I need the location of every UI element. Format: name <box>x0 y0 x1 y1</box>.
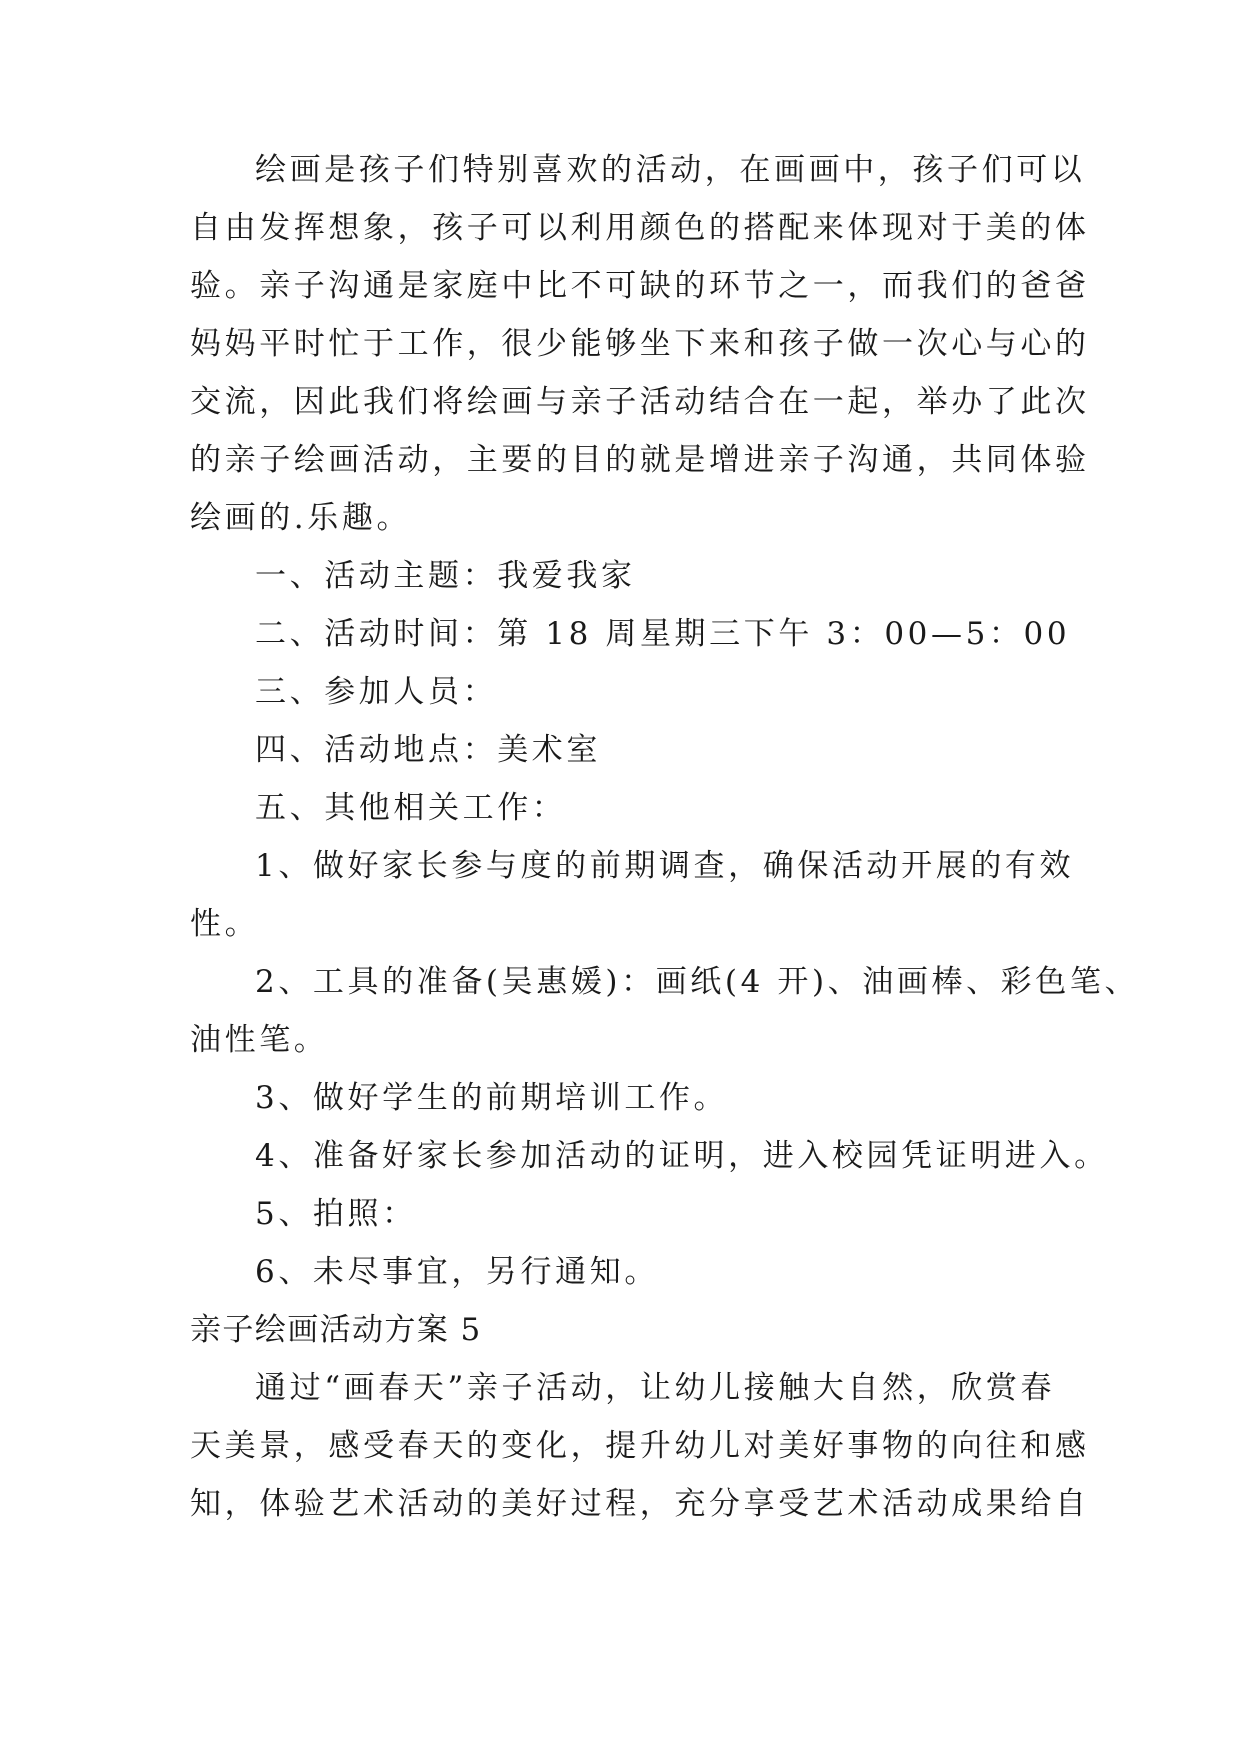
task-item-6: 6、未尽事宜，另行通知。 <box>255 1254 659 1290</box>
participants-item: 三、参加人员： <box>255 674 498 710</box>
task-item-3: 3、做好学生的前期培训工作。 <box>255 1080 729 1116</box>
activity-location-item: 四、活动地点：美术室 <box>255 732 601 768</box>
task-item-2-continued: 油性笔。 <box>190 1022 329 1058</box>
paragraph-spring-line: 天美景，感受春天的变化，提升幼儿对美好事物的向往和感 <box>190 1428 1090 1464</box>
section-heading: 亲子绘画活动方案 5 <box>190 1312 482 1348</box>
task-item-1-continued: 性。 <box>190 906 260 942</box>
paragraph-intro-line: 妈妈平时忙于工作，很少能够坐下来和孩子做一次心与心的 <box>190 326 1090 362</box>
task-item-5: 5、拍照： <box>255 1196 417 1232</box>
activity-time-item: 二、活动时间：第 18 周星期三下午 3：00—5：00 <box>255 616 1071 652</box>
paragraph-intro-line: 绘画是孩子们特别喜欢的活动，在画画中，孩子们可以 <box>255 152 1086 188</box>
paragraph-intro-line: 自由发挥想象，孩子可以利用颜色的搭配来体现对于美的体 <box>190 210 1090 246</box>
paragraph-spring-line: 通过“画春天”亲子活动，让幼儿接触大自然，欣赏春 <box>255 1370 1056 1406</box>
task-item-2: 2、工具的准备(吴惠媛)：画纸(4 开)、油画棒、彩色笔、 <box>255 964 1140 1000</box>
other-work-item: 五、其他相关工作： <box>255 790 567 826</box>
paragraph-intro-line: 的亲子绘画活动，主要的目的就是增进亲子沟通，共同体验 <box>190 442 1090 478</box>
paragraph-intro-line: 验。亲子沟通是家庭中比不可缺的环节之一，而我们的爸爸 <box>190 268 1090 304</box>
paragraph-spring-line: 知，体验艺术活动的美好过程，充分享受艺术活动成果给自 <box>190 1486 1090 1522</box>
task-item-1: 1、做好家长参与度的前期调查，确保活动开展的有效 <box>255 848 1075 884</box>
activity-theme-item: 一、活动主题：我爱我家 <box>255 558 636 594</box>
paragraph-intro-line: 交流，因此我们将绘画与亲子活动结合在一起，举办了此次 <box>190 384 1090 420</box>
task-item-4: 4、准备好家长参加活动的证明，进入校园凭证明进入。 <box>255 1138 1109 1174</box>
paragraph-intro-line: 绘画的.乐趣。 <box>190 500 412 536</box>
